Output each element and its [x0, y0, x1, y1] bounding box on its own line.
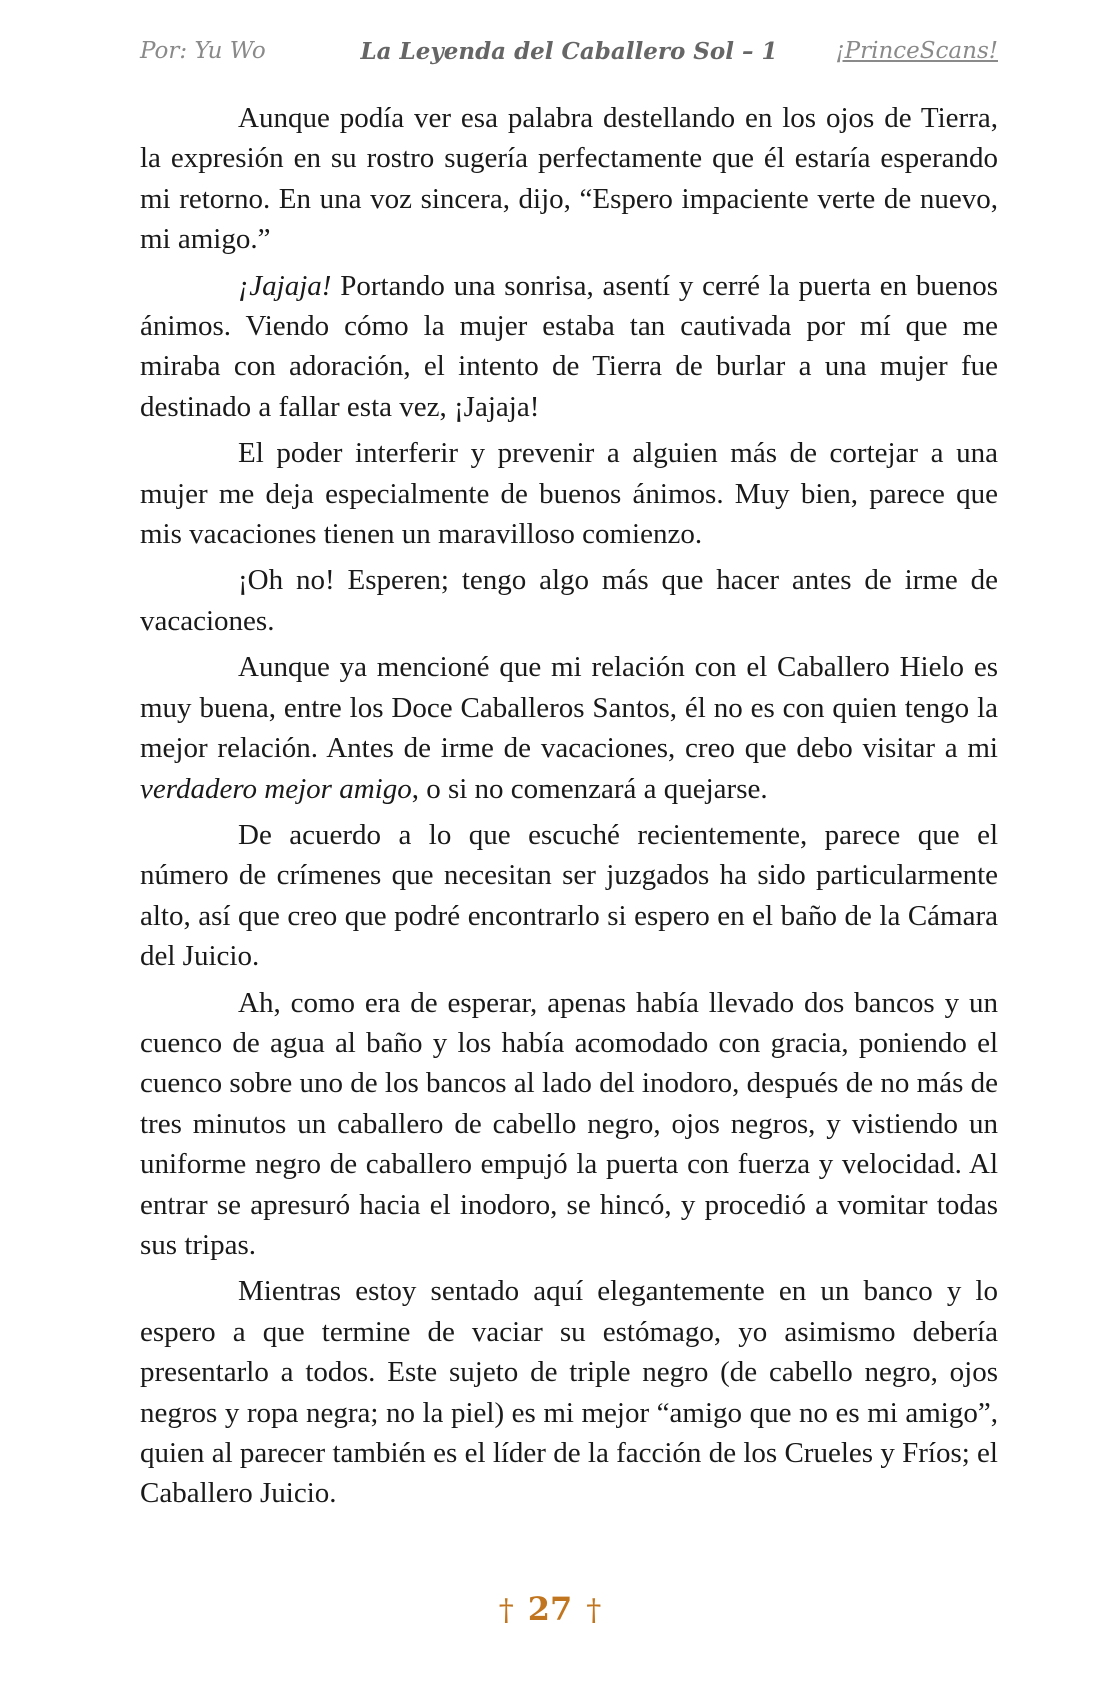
- dagger-ornament-right-icon: †: [586, 1593, 602, 1628]
- paragraph-4: [140, 560, 998, 641]
- paragraph-text: Aunque ya mencioné que mi relación con el Caballero Hielo es muy buena, entre los Doce Caballeros Santos, él no es con quien tengo la mejor relación. Antes de irme de vacaciones, creo que debo visitar a mi: [140, 651, 998, 765]
- paragraph-3: [140, 433, 998, 554]
- dagger-ornament-left-icon: †: [498, 1593, 514, 1628]
- page-number: 27: [527, 1590, 573, 1628]
- paragraph-5: [140, 647, 998, 809]
- header-book-title: La Leyenda del Caballero Sol – 1: [360, 38, 778, 65]
- paragraph-1: [140, 98, 998, 260]
- italic-phrase: verdadero mejor amigo: [140, 772, 412, 805]
- page-header: [140, 38, 998, 78]
- paragraph-text: Portando una sonrisa, asentí y cerré la puerta en buenos ánimos. Viendo cómo la mujer estaba tan cautivada por mí que me miraba con adoración, el intento de Tierra de burlar a una mujer fue destinado a fallar esta vez, ¡Jajaja!: [140, 269, 998, 423]
- paragraph-2: [140, 266, 998, 428]
- paragraph-6: [140, 815, 998, 977]
- page-footer: [0, 1590, 1100, 1628]
- paragraph-7: [140, 983, 998, 1266]
- paragraph-text: ¡Oh no! Esperen; tengo algo más que hacer antes de irme de vacaciones.: [140, 564, 998, 637]
- paragraph-text: El poder interferir y prevenir a alguien más de cortejar a una mujer me deja especialmente de buenos ánimos. Muy bien, parece que mis vacaciones tienen un maravilloso comienzo.: [140, 437, 998, 551]
- italic-exclamation: ¡Jajaja!: [238, 269, 332, 302]
- paragraph-8: [140, 1271, 998, 1513]
- paragraph-text: Ah, como era de esperar, apenas había llevado dos bancos y un cuenco de agua al baño y los había acomodado con gracia, poniendo el cuenco sobre uno de los bancos al lado del inodoro, después de no más de tres minutos un caballero de cabello negro, ojos negros, y vistiendo un uniforme negro de caballero empujó la puerta con fuerza y velocidad. Al entrar se apresuró hacia el inodoro, se hincó, y procedió a vomitar todas sus tripas.: [140, 986, 998, 1261]
- header-author: Por: Yu Wo: [140, 38, 266, 64]
- paragraph-text: , o si no comenzará a quejarse.: [411, 772, 768, 805]
- paragraph-text: De acuerdo a lo que escuché recientemente, parece que el número de crímenes que necesitan ser juzgados ha sido particularmente alto, así que creo que podré encontrarlo si espero en el baño de la Cámara del Juicio.: [140, 818, 998, 973]
- chapter-body: [140, 98, 998, 1520]
- header-scanlator-link[interactable]: ¡PrinceScans!: [835, 38, 998, 64]
- paragraph-text: Aunque podía ver esa palabra destellando en los ojos de Tierra, la expresión en su rostro sugería perfectamente que él estaría esperando mi retorno. En una voz sincera, dijo, “Espero impaciente verte de nuevo, mi amigo.”: [140, 102, 998, 256]
- paragraph-text: Mientras estoy sentado aquí elegantemente en un banco y lo espero a que termine de vaciar su estómago, yo asimismo debería presentarlo a todos. Este sujeto de triple negro (de cabello negro, ojos negros y ropa negra; no la piel) es mi mejor “amigo que no es mi amigo”, quien al parecer también es el líder de la facción de los Crueles y Fríos; el Caballero Juicio.: [140, 1275, 998, 1510]
